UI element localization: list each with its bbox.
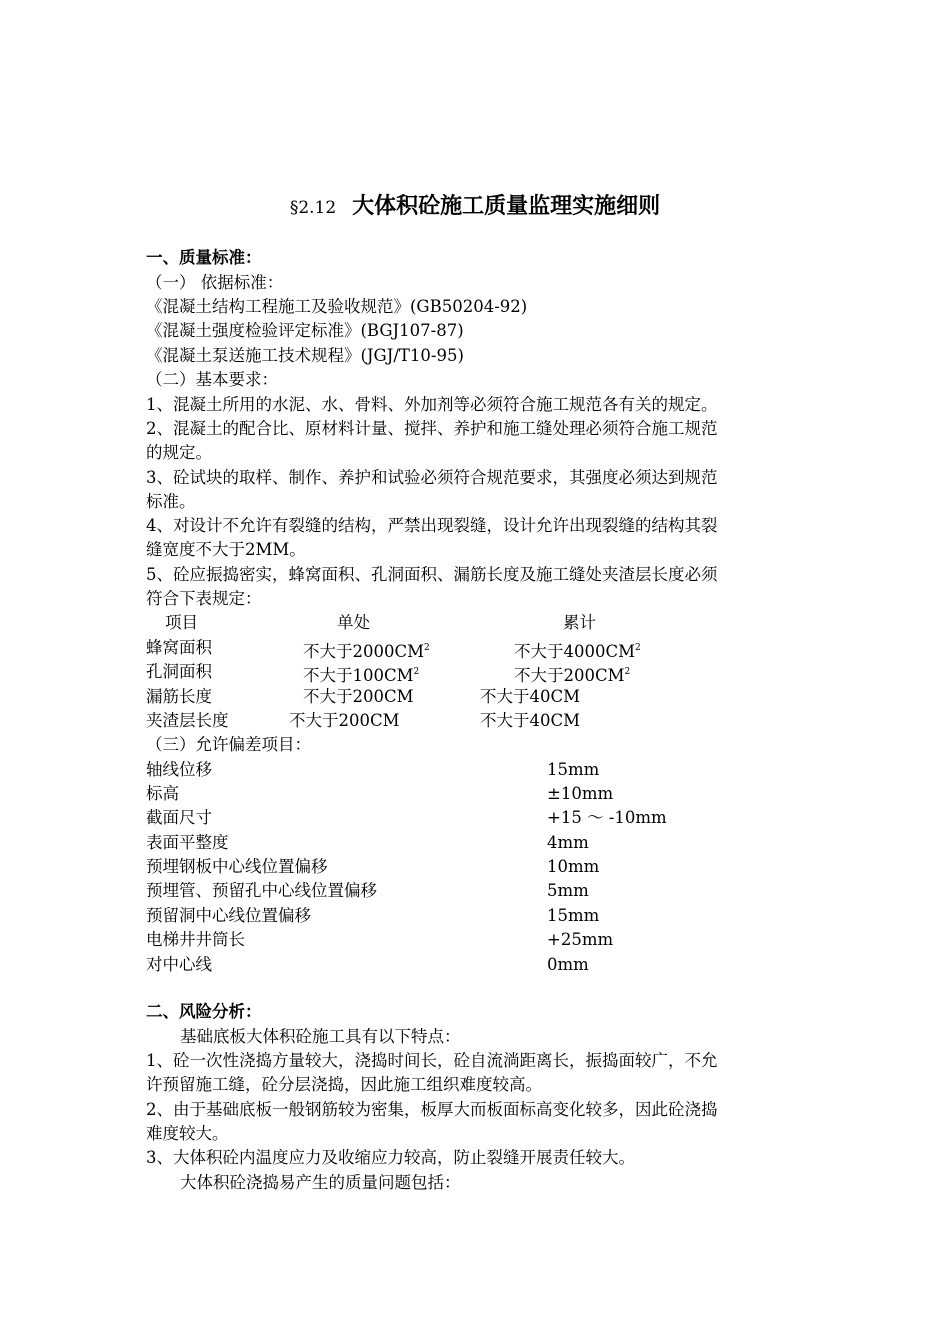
requirement-5: 5、砼应振捣密实，蜂窝面积、孔洞面积、漏筋长度及施工缝处夹渣层长度必须 <box>146 565 718 584</box>
requirement-1: 1、混凝土所用的水泥、水、骨料、外加剂等必须符合施工规范各有关的规定。 <box>146 395 718 414</box>
tolerance-item: 截面尺寸 <box>146 808 212 827</box>
tolerance-value: 10mm <box>547 857 600 876</box>
risk-point-3: 3、大体积砼内温度应力及收缩应力较高，防止裂缝开展责任较大。 <box>146 1148 635 1167</box>
requirement-2-cont: 的规定。 <box>146 443 212 462</box>
defect-row-total: 不大于$200CM^2$ <box>514 666 631 685</box>
tolerance-value: ±10mm <box>547 784 614 803</box>
section-number: §2.12 <box>289 198 337 218</box>
section2-heading: 二、风险分析： <box>146 1002 262 1021</box>
standard-item: 《混凝土强度检验评定标准》(BGJ107-87) <box>146 321 464 340</box>
defect-row-single: 不大于$100CM^2$ <box>303 666 420 685</box>
title-text: 大体积砼施工质量监理实施细则 <box>352 194 661 219</box>
section1-heading: 一、质量标准： <box>146 248 262 267</box>
tolerance-item: 预留洞中心线位置偏移 <box>146 906 311 925</box>
section2-intro: 基础底板大体积砼施工具有以下特点： <box>180 1027 461 1046</box>
tolerance-value: +25mm <box>547 930 614 949</box>
tolerance-value: 0mm <box>547 955 589 974</box>
defect-row-item: 蜂窝面积 <box>146 638 212 657</box>
requirement-2: 2、混凝土的配合比、原材料计量、搅拌、养护和施工缝处理必须符合施工规范 <box>146 419 718 438</box>
tolerance-value: 4mm <box>547 833 589 852</box>
tolerance-label: （三）允许偏差项目： <box>146 735 311 754</box>
risk-point-2: 2、由于基础底板一般钢筋较为密集，板厚大而板面标高变化较多，因此砼浇捣 <box>146 1100 718 1119</box>
tolerance-item: 轴线位移 <box>146 760 212 779</box>
defect-row-total: 不大于$4000CM^2$ <box>514 642 641 661</box>
risk-point-1: 1、砼一次性浇捣方量较大，浇捣时间长，砼自流淌距离长，振捣面较广，不允 <box>146 1051 718 1070</box>
quality-issues-intro: 大体积砼浇捣易产生的质量问题包括： <box>180 1173 461 1192</box>
tolerance-item: 表面平整度 <box>146 833 229 852</box>
tolerance-item: 预埋管、预留孔中心线位置偏移 <box>146 881 377 900</box>
defect-header-single: 单处 <box>337 613 370 632</box>
tolerance-value: 15mm <box>547 906 600 925</box>
defect-row-single: 不大于200CM <box>303 687 414 706</box>
requirement-4-cont: 缝宽度不大于2MM。 <box>146 540 306 559</box>
document-title <box>0 192 950 223</box>
standard-item: 《混凝土结构工程施工及验收规范》(GB50204-92) <box>146 297 528 316</box>
basic-requirements-label: （二）基本要求： <box>146 370 278 389</box>
defect-row-item: 漏筋长度 <box>146 687 212 706</box>
tolerance-item: 标高 <box>146 784 179 803</box>
tolerance-item: 电梯井井筒长 <box>146 930 245 949</box>
defect-header-total: 累计 <box>563 613 596 632</box>
requirement-4: 4、对设计不允许有裂缝的结构，严禁出现裂缝，设计允许出现裂缝的结构其裂 <box>146 516 718 535</box>
tolerance-item: 预埋钢板中心线位置偏移 <box>146 857 328 876</box>
defect-row-item: 夹渣层长度 <box>146 711 229 730</box>
risk-point-1-cont: 许预留施工缝，砼分层浇捣，因此施工组织难度较高。 <box>146 1075 542 1094</box>
defect-row-single: 不大于$2000CM^2$ <box>303 642 430 661</box>
risk-point-2-cont: 难度较大。 <box>146 1124 229 1143</box>
requirement-3-cont: 标准。 <box>146 492 196 511</box>
basis-label: （一） 依据标准： <box>146 273 284 292</box>
defect-row-single: 不大于200CM <box>289 711 400 730</box>
tolerance-value: +15 ～ -10mm <box>547 808 667 827</box>
defect-row-item: 孔洞面积 <box>146 662 212 681</box>
tolerance-value: 5mm <box>547 881 589 900</box>
requirement-3: 3、砼试块的取样、制作、养护和试验必须符合规范要求，其强度必须达到规范 <box>146 468 718 487</box>
defect-row-total: 不大于40CM <box>480 711 581 730</box>
standard-item: 《混凝土泵送施工技术规程》(JGJ/T10-95) <box>146 346 464 365</box>
tolerance-item: 对中心线 <box>146 955 212 974</box>
tolerance-value: 15mm <box>547 760 600 779</box>
defect-row-total: 不大于40CM <box>480 687 581 706</box>
requirement-5-cont: 符合下表规定： <box>146 589 262 608</box>
defect-header-item: 项目 <box>165 613 198 632</box>
